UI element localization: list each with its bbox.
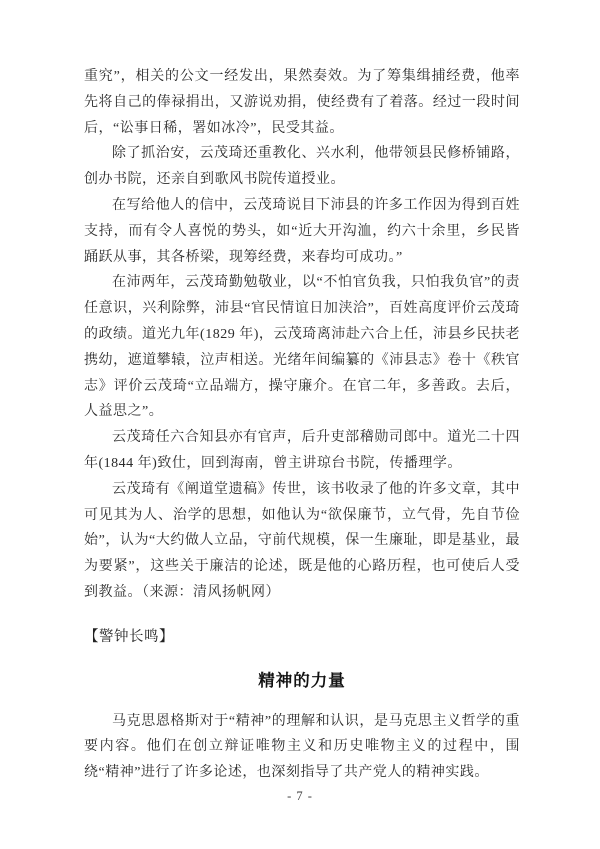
body-paragraph: 在写给他人的信中，云茂琦说目下沛县的许多工作因为得到百姓支持，而有令人喜悦的势头，如“近大开沟洫，约六十余里，乡民皆踊跃从事，其各桥梁，现筹经费，来春均可成功。” <box>84 197 520 265</box>
body-paragraph: 重究”，相关的公文一经发出，果然奏效。为了筹集缉捕经费，他率先将自己的俸禄捐出，又游说劝捐，使经费有了着落。经过一段时间后，“讼事日稀，署如冰冷”，民受其益。 <box>84 69 520 136</box>
article-2-body <box>84 709 520 786</box>
article-title: 精神的力量 <box>258 670 346 690</box>
body-paragraph: 在沛两年，云茂琦勤勉敬业，以“不怕官负我，只怕我负官”的责任意识，兴利除弊，沛县“官民情谊日加浃洽”，百姓高度评价云茂琦的政绩。道光九年(1829 年)，云茂琦离沛赴六合上任，沛县乡民扶老携幼，遮道攀辕，泣声相送。光绪年间编纂的《沛县志》卷十《秩官志》评价云茂琦“立品端方，操守廉介。在官二年，多善政。去后，人益思之”。 <box>84 275 520 420</box>
body-paragraph: 马克思恩格斯对于“精神”的理解和认识，是马克思主义哲学的重要内容。他们在创立辩证唯物主义和历史唯物主义的过程中，围绕“精神”进行了许多论述，也深刻指导了共产党人的精神实践。 <box>84 713 520 781</box>
body-paragraph: 云茂琦任六合知县亦有官声，后升吏部稽勋司郎中。道光二十四年(1844 年)致仕，回到海南，曾主讲琼台书院，传播理学。 <box>84 430 520 471</box>
body-paragraph: 除了抓治安，云茂琦还重教化、兴水利，他带领县民修桥铺路，创办书院，还亲自到歌风书院传道授业。 <box>84 146 520 188</box>
body-paragraph: 云茂琦有《阐道堂遗稿》传世，该书收录了他的许多文章，其中可见其为人、治学的思想，如他认为“欲保廉节，立气骨，先自节俭始”，认为“大约做人立品，守前代规模，保一生廉耻，即是基业，最为要紧”，这些关于廉洁的论述，既是他的心路历程，也可使后人受到教益。（来源：清风扬帆网） <box>84 481 520 600</box>
page-number: - 7 - <box>287 789 313 803</box>
section-label: 【警钟长鸣】 <box>84 628 174 645</box>
article-1-body <box>84 64 520 606</box>
